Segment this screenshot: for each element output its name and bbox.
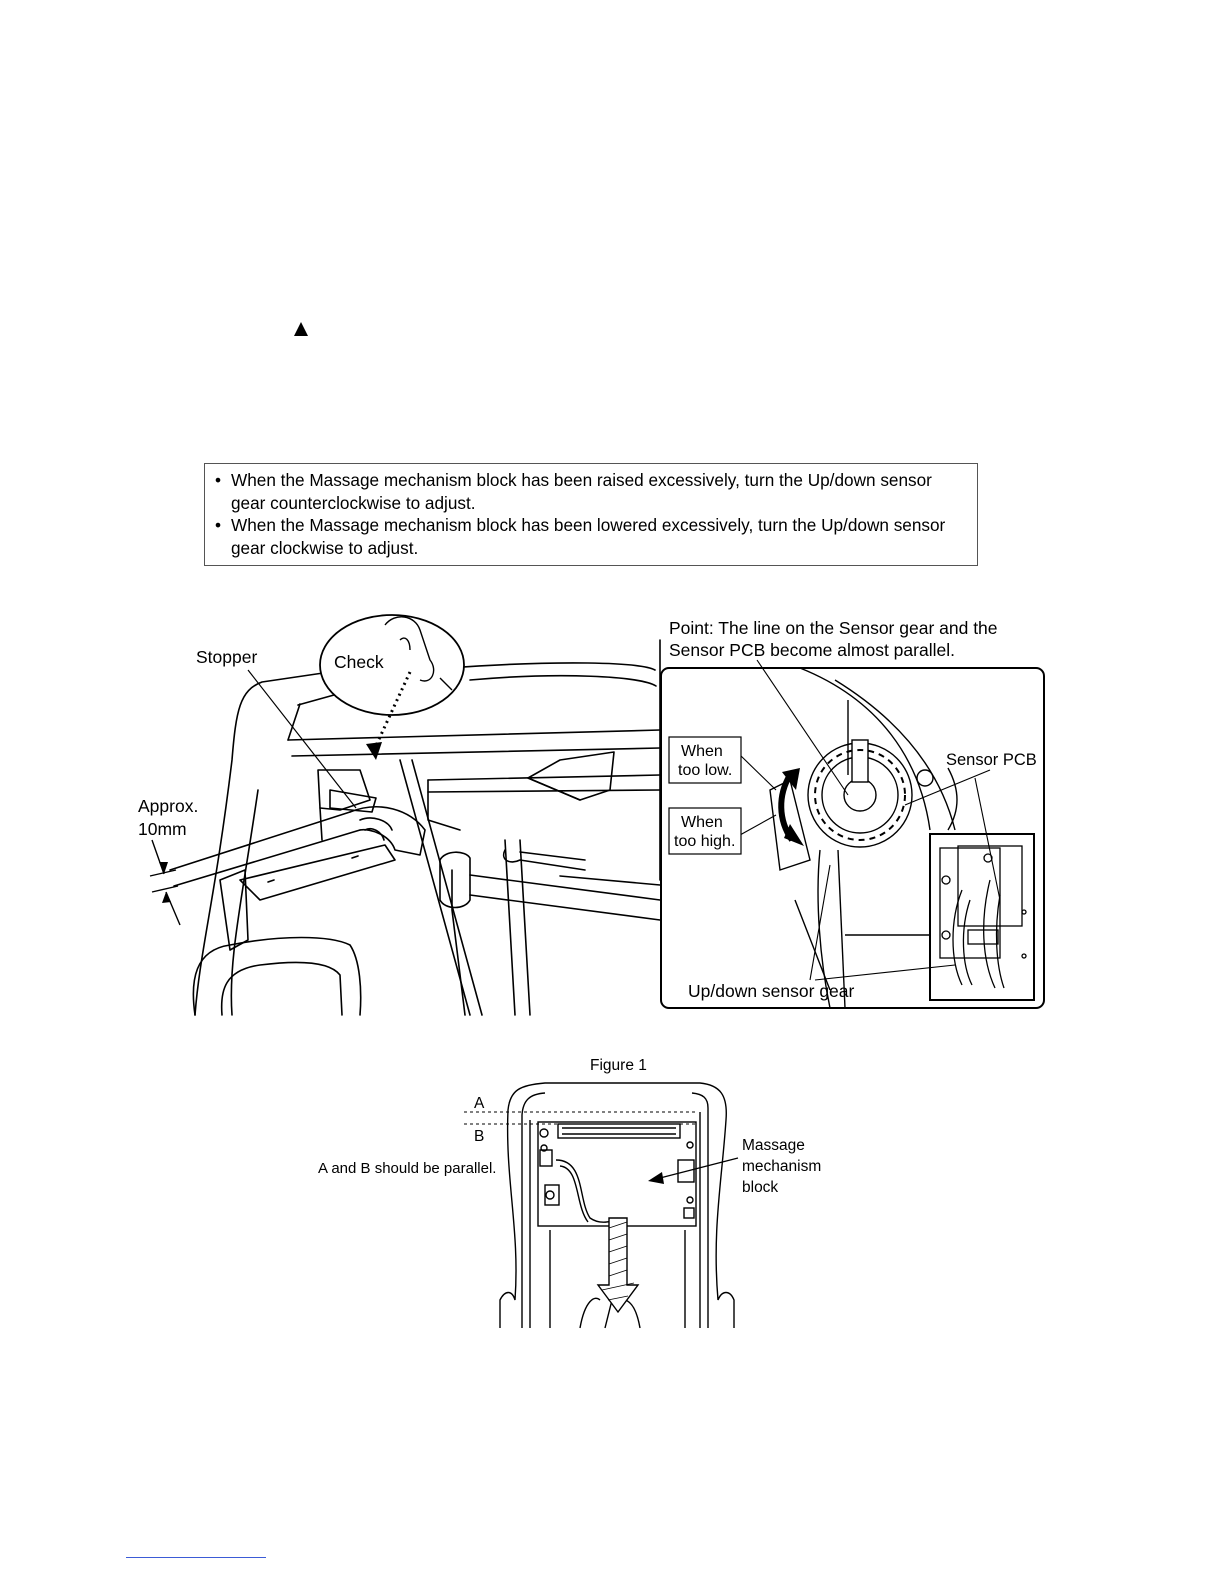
point-label-line2: Sensor PCB become almost parallel. — [669, 640, 955, 660]
massage-label-line1: Massage — [742, 1137, 805, 1154]
when-high-line1: When — [681, 814, 723, 831]
label-b: B — [474, 1128, 485, 1145]
figure-caption: Figure 1 — [590, 1057, 647, 1074]
approx-value-label: 10mm — [138, 819, 187, 839]
note-text: When the Massage mechanism block has been lowered excessively, turn the Up/down sensor gear clockwise to adjust. — [231, 515, 946, 558]
bullet-icon: • — [215, 470, 222, 490]
approx-label: Approx. — [138, 796, 199, 816]
pcb-sub-inset — [930, 834, 1034, 1000]
stopper-label: Stopper — [196, 647, 258, 667]
check-label: Check — [334, 652, 384, 672]
sensor-pcb-label: Sensor PCB — [946, 751, 1037, 769]
label-a: A — [474, 1095, 485, 1112]
when-low-line1: When — [681, 743, 723, 760]
when-low-line2: too low. — [678, 762, 733, 779]
point-label-line1: Point: The line on the Sensor gear and the — [669, 618, 998, 638]
massage-label-line2: mechanism — [742, 1158, 822, 1175]
bullet-icon: • — [215, 515, 222, 535]
note-text: When the Massage mechanism block has been raised excessively, turn the Up/down sensor gear counterclockwise to adjust. — [231, 470, 932, 513]
parallel-label: A and B should be parallel. — [318, 1160, 497, 1177]
massage-label-line3: block — [742, 1179, 779, 1196]
when-high-line2: too high. — [674, 833, 736, 850]
updown-sensor-gear-label: Up/down sensor gear — [688, 981, 855, 1001]
footer-divider — [126, 1557, 266, 1558]
down-arrow-icon — [598, 1218, 638, 1312]
